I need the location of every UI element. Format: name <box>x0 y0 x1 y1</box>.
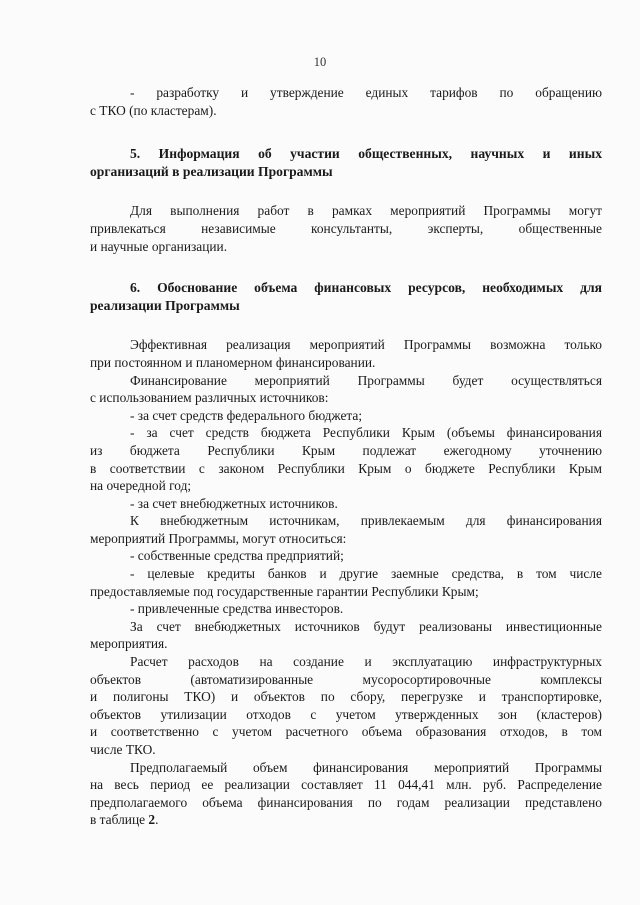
text-line: привлекаться независимые консультанты, эксперты, общественные <box>90 220 602 236</box>
text-line: на весь период ее реализации составляет 11 044,41 млн. руб. Распределение <box>90 777 602 793</box>
text-line: и научные организации. <box>90 238 228 254</box>
paragraph-funding-volume <box>90 759 602 829</box>
sentence-end: . <box>155 812 159 828</box>
text-line: Финансирование мероприятий Программы будет осуществляться <box>130 372 602 388</box>
text-line: мероприятий Программы, могут относиться: <box>90 530 347 546</box>
text-line: в соответствии с законом Республики Крым о бюджете Республики Крым <box>90 460 602 476</box>
text-line: Для выполнения работ в рамках мероприятий Программы могут <box>130 203 602 219</box>
text-line: объектов утилизации отходов с учетом утвержденных зон (кластеров) <box>90 706 602 722</box>
text-line: - собственные средства предприятий; <box>130 548 344 564</box>
text-line: - привлеченные средства инвесторов. <box>130 601 344 617</box>
text-line: Предполагаемый объем финансирования мероприятий Программы <box>130 759 602 775</box>
list-item-federal <box>90 407 602 425</box>
text-line: мероприятия. <box>90 636 168 652</box>
text-line: предоставляемые под государственные гарантии Республики Крым; <box>90 583 479 599</box>
text-line: и соответственно с учетом расчетного объема образования отходов, в том <box>90 724 602 740</box>
paragraph-effective <box>90 336 602 371</box>
paragraph-cost-calculation <box>90 653 602 759</box>
text-line: числе ТКО. <box>90 742 156 757</box>
text-line: при постоянном и планомерном финансировании. <box>90 354 376 370</box>
text-line: - за счет средств федерального бюджета; <box>130 407 363 423</box>
text-line: на очередной год; <box>90 478 192 494</box>
text-line: - за счет внебюджетных источников. <box>130 495 338 511</box>
text-line: предполагаемого объема финансирования по годам реализации представлено <box>90 794 602 810</box>
list-item-investors <box>90 600 602 618</box>
text-line <box>90 811 602 829</box>
list-item-republic <box>90 424 602 494</box>
table-number: 2 <box>148 812 156 828</box>
text-line: Расчет расходов на создание и эксплуатацию инфраструктурных <box>130 654 602 670</box>
page-content <box>90 84 602 829</box>
page-number: 10 <box>313 55 327 69</box>
text-line: - за счет средств бюджета Республики Крым (объемы финансирования <box>130 425 602 441</box>
text-line: Эффективная реализация мероприятий Программы возможна только <box>130 337 602 353</box>
paragraph-extrabudgetary-sources <box>90 512 602 547</box>
paragraph-investment <box>90 618 602 653</box>
text-line: из бюджета Республики Крым подлежат ежегодному уточнению <box>90 442 602 458</box>
text-line: - целевые кредиты банков и другие заемные средства, в том числе <box>130 566 602 582</box>
text-line: За счет внебюджетных источников будут реализованы инвестиционные <box>130 618 602 634</box>
heading-line: 5. Информация об участии общественных, научных и иных <box>130 146 602 162</box>
paragraph-financing <box>90 372 602 407</box>
text-line: объектов (автоматизированные мусоросортировочные комплексы <box>90 671 602 687</box>
section-6-heading <box>90 279 602 314</box>
text-line: - разработку и утверждение единых тарифов по обращению <box>130 85 602 100</box>
text-line: с ТКО (по кластерам). <box>90 102 217 118</box>
heading-line: 6. Обоснование объема финансовых ресурсов, необходимых для <box>130 280 602 296</box>
heading-line: реализации Программы <box>90 297 240 313</box>
text-line: с использованием различных источников: <box>90 390 329 406</box>
section-5-paragraph <box>90 202 602 255</box>
heading-line: организаций в реализации Программы <box>90 163 333 179</box>
list-item-own-funds <box>90 547 602 565</box>
table-reference-text: в таблице <box>90 812 149 828</box>
text-line: К внебюджетным источникам, привлекаемым для финансирования <box>130 513 602 529</box>
list-item-extrabudgetary <box>90 495 602 513</box>
intro-paragraph <box>90 84 602 119</box>
list-item-credits <box>90 565 602 600</box>
text-line: и полигоны ТКО) и объектов по сбору, перегрузке и транспортировке, <box>90 689 602 705</box>
section-5-heading <box>90 145 602 180</box>
